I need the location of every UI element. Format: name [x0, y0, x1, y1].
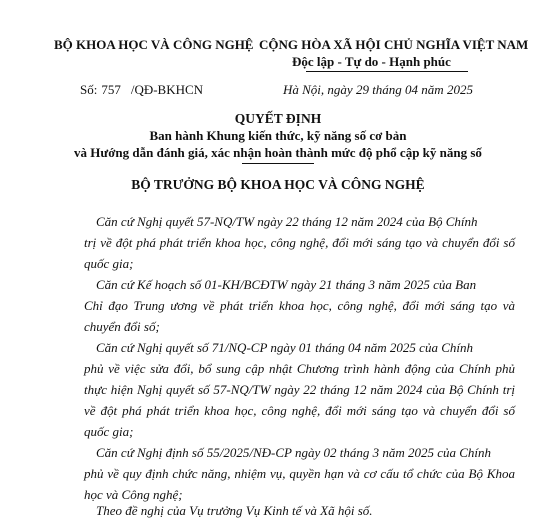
issuing-authority: BỘ TRƯỞNG BỘ KHOA HỌC VÀ CÔNG NGHỆ: [131, 177, 425, 192]
document-title: QUYẾT ĐỊNH: [234, 111, 322, 126]
paragraph-line: phủ về quy định chức năng, nhiệm vụ, quyền hạn và cơ cấu tổ chức của Bộ Khoa: [84, 466, 515, 481]
country-name: CỘNG HÒA XÃ HỘI CHỦ NGHĨA VIỆT NAM: [259, 37, 529, 52]
paragraph-line: Căn cứ Kế hoạch số 01-KH/BCĐTW ngày 21 tháng 3 năm 2025 của Ban: [96, 277, 477, 292]
document-number-value: 757: [101, 82, 121, 97]
place-and-date: Hà Nội, ngày 29 tháng 04 năm 2025: [283, 82, 473, 97]
document-number-prefix: Số:: [80, 82, 98, 97]
paragraph-line: trị về đột phá phát triển khoa học, công nghệ, đổi mới sáng tạo và chuyển đổi số: [84, 235, 515, 250]
paragraph-line: Căn cứ Nghị quyết 57-NQ/TW ngày 22 tháng 12 năm 2024 của Bộ Chính: [96, 214, 478, 229]
paragraph-line: quốc gia;: [84, 256, 134, 271]
document-number: [80, 82, 203, 98]
document-number-code: /QĐ-BKHCN: [130, 82, 204, 97]
document-subtitle-line: và Hướng dẫn đánh giá, xác nhận hoàn thành mức độ phổ cập kỹ năng số: [74, 145, 482, 160]
paragraph-line: về đột phá phát triển khoa học, công nghệ, đổi mới sáng tạo và chuyển đổi số: [84, 403, 515, 418]
paragraph-line: Theo đề nghị của Vụ trưởng Vụ Kinh tế và Xã hội số.: [96, 503, 373, 518]
national-motto: Độc lập - Tự do - Hạnh phúc: [292, 54, 451, 69]
paragraph-line: Căn cứ Nghị quyết số 71/NQ-CP ngày 01 tháng 04 năm 2025 của Chính: [96, 340, 473, 355]
issuing-agency: BỘ KHOA HỌC VÀ CÔNG NGHỆ: [54, 37, 254, 52]
document-subtitle-line: Ban hành Khung kiến thức, kỹ năng số cơ bản: [149, 128, 407, 143]
paragraph-line: chuyển đổi số;: [84, 319, 160, 334]
title-underline: [242, 163, 314, 164]
motto-underline: [306, 71, 468, 72]
paragraph-line: thực hiện Nghị quyết số 57-NQ/TW ngày 22 tháng 12 năm 2024 của Bộ Chính trị: [84, 382, 515, 397]
paragraph-line: học và Công nghệ;: [84, 487, 183, 502]
paragraph-line: Căn cứ Nghị định số 55/2025/NĐ-CP ngày 02 tháng 3 năm 2025 của Chính: [96, 445, 492, 460]
paragraph-line: phủ về việc sửa đổi, bổ sung cập nhật Chương trình hành động của Chính phủ: [84, 361, 515, 376]
paragraph-line: Chỉ đạo Trung ương về phát triển khoa học, công nghệ, đổi mới sáng tạo và: [84, 298, 515, 313]
paragraph-line: quốc gia;: [84, 424, 134, 439]
